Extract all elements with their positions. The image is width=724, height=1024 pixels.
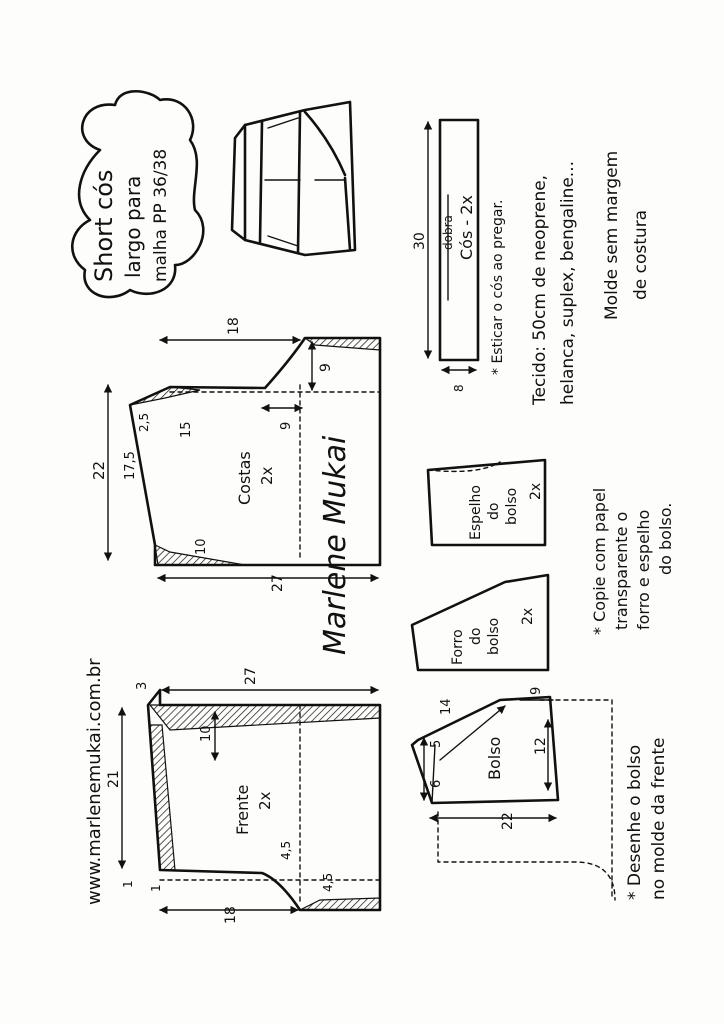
front-label: Frente [233,784,252,835]
seam-note-line2: de costura [631,209,651,300]
back-measure-length: 22 [90,460,108,480]
seam-note-line1: Molde sem margem [602,150,622,320]
front-measure-one: 1 [121,880,135,888]
title-line2: largo para [121,175,145,278]
back-measure-inner: 17,5 [123,451,138,480]
waistband-height: 8 [452,384,466,392]
back-measure-slant: 15 [179,421,194,438]
signature: Marlene Mukai [318,435,353,655]
waistband-length: 30 [412,232,428,250]
front-measure-crotch-b: 4,5 [321,872,335,892]
waistband-note: * Esticar o cós ao pregar. [490,199,506,375]
front-count: 2x [256,791,274,810]
back-measure-hem: 10 [194,538,209,555]
back-measure-mid: 9 [279,421,294,430]
back-measure-waist-rise: 2,5 [137,412,151,432]
back-count: 2x [258,466,276,485]
pocket-label: Bolso [485,736,504,780]
fabric-note-line2: helanca, suplex, bengaline... [558,160,578,405]
pocket-facing-count: 2x [528,482,544,500]
waistband-label: Cós - 2x [457,195,476,260]
shorts-illustration [232,102,355,255]
back-measure-width: 27 [270,574,286,592]
pocket-measure-bottom: 22 [500,812,516,830]
front-measure-crotch-a: 4,5 [279,840,293,860]
front-measure-dart: 10 [199,725,214,742]
pocket-measure-top-b: 9 [529,686,544,695]
front-measure-length: 21 [106,770,122,788]
copy-note-line3: forro e espelho [634,509,653,630]
front-measure-width: 27 [243,667,259,685]
front-measure-bottom: 18 [223,906,239,924]
back-measure-top: 18 [226,317,242,335]
pocket-facing-piece [428,460,545,545]
pocket-lining-line3: bolso [486,617,502,655]
front-measure-rise: 3 [135,681,150,690]
copy-note-line1: * Copie com papel [590,487,609,635]
copy-note-line2: transparente o [612,511,631,630]
website-url: www.marlenemukai.com.br [84,658,105,905]
front-measure-small: 1 [149,884,163,892]
pocket-facing-line2: do [486,502,502,520]
title-line3: malha PP 36/38 [151,148,171,282]
copy-note-line4: do bolso. [656,502,675,575]
pocket-lining-line1: Forro [450,629,466,665]
fabric-note-line1: Tecido: 50cm de neoprene, [530,174,550,405]
pocket-measure-right: 12 [533,737,549,755]
back-measure-crotch: 9 [318,363,334,372]
pocket-note-line1: * Desenhe o bolso [625,744,645,900]
pocket-facing-line1: Espelho [468,485,484,540]
back-label: Costas [235,451,254,505]
title-line1: Short cós [90,169,118,282]
pocket-measure-top-a: 14 [439,698,454,715]
pocket-measure-side-a: 5 [429,739,444,748]
waistband-fold: dobra [441,215,455,250]
pocket-note-line2: no molde da frente [649,737,669,900]
pocket-lining-count: 2x [520,607,536,625]
pocket-facing-line3: bolso [504,487,520,525]
pocket-measure-side-b: 6 [429,779,444,788]
pocket-lining-line2: do [468,627,484,645]
